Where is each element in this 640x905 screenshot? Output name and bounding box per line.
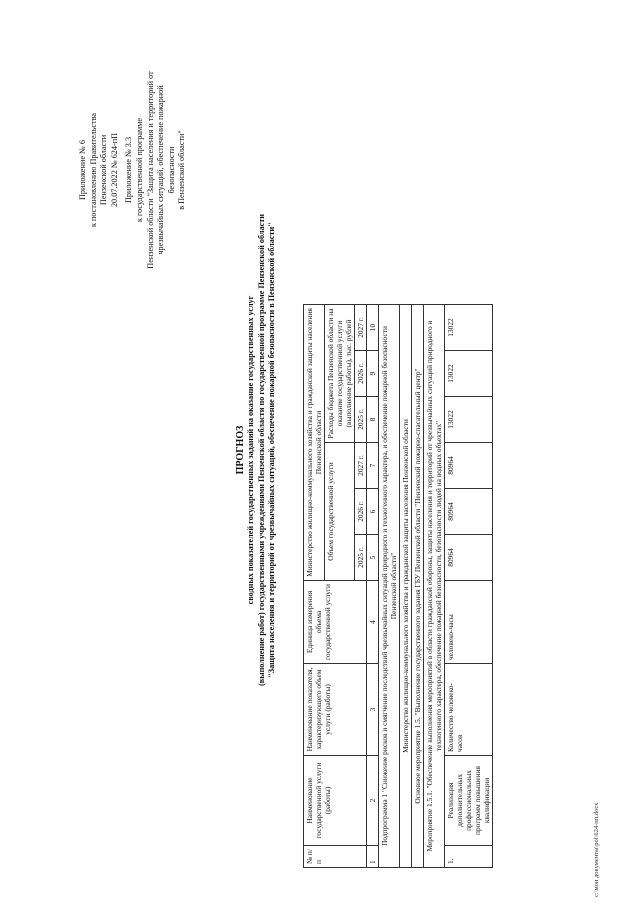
appendix-line: в Пензенской области": [177, 130, 187, 210]
appendix-line: Пензенской области "Защита населения и территорий от: [145, 71, 155, 269]
header-unit: Единица измерения объема государственной услуги: [304, 581, 367, 664]
forecast-table: [303, 304, 493, 868]
basic-event-row: Основное мероприятие 1.5. "Выполнение государственного задания ГБУ Пензенской области "Пензенский пожарно-спасательный центр": [412, 305, 424, 868]
col-number: 9: [367, 351, 379, 397]
title-line: сводных показателей государственных заданий на оказание государственных услуг: [246, 295, 256, 605]
header-year: 2026 г.: [355, 489, 367, 535]
header-num: № п/п: [304, 846, 367, 868]
header-year: 2025 г.: [355, 397, 367, 443]
ministry-row: Министерство жилищно-коммунального хозяйства и гражданской защиты населения Пензенской области: [400, 305, 412, 868]
col-number: 3: [367, 664, 379, 756]
header-year: 2026 г.: [355, 351, 367, 397]
row-expense-2027: 13022: [445, 305, 493, 351]
col-number: 10: [367, 305, 379, 351]
header-ministry: Министерство жилищно-коммунального хозяйства и гражданской защиты населения Пензенской области: [304, 305, 325, 581]
document-title: [236, 155, 278, 745]
header-year: 2027 г.: [355, 305, 367, 351]
col-number: 5: [367, 535, 379, 581]
title-line: (выполнение работ) государственными учреждениями Пензенской области по государственной программе Пензенской области: [256, 214, 266, 686]
row-volume-2025: 80964: [445, 535, 493, 581]
header-indicator: Наименование показателя, характеризующего объем услуги (работы): [304, 664, 367, 756]
row-indicator: Количество человеко-часов: [445, 664, 493, 756]
appendix-line: к постановлению Правительства: [88, 112, 98, 228]
appendix-line: Приложение № 3.3: [124, 136, 134, 204]
appendix-line: Приложение № 6: [78, 140, 87, 200]
subprogram-row: Подпрограмма 1 "Снижение рисков и смягчение последствий чрезвычайных ситуаций природного и техногенного характера, и обеспечение пожарной безопасности Пензенской области": [379, 305, 400, 868]
title-heading: ПРОГНОЗ: [235, 425, 246, 475]
header-expenses: Расходы бюджета Пензенской области на оказание государственной услуги (выполнение работы), тыс. рублей: [325, 305, 355, 443]
col-number: 6: [367, 489, 379, 535]
title-line: "Защита населения и территорий от чрезвычайных ситуаций, обеспечение пожарной безопасности в Пензенской области": [267, 222, 277, 678]
appendix-line: чрезвычайных ситуаций, обеспечение пожарной: [156, 85, 166, 255]
col-number: 4: [367, 581, 379, 664]
event-row: Мероприятие 1.5.1. "Обеспечение выполнения мероприятий в области гражданской обороны, защиты населения и территорий от чрезвычайных ситуаций природного и техногенного характера, обеспечение пожарной безопасности, безопасности людей на водных объектах": [424, 305, 445, 868]
row-volume-2026: 80964: [445, 489, 493, 535]
header-service: Наименование государственной услуги (работы): [304, 756, 367, 846]
header-year: 2025 г.: [355, 535, 367, 581]
row-unit: человеко-часы: [445, 581, 493, 664]
appendix-line: к государственной программе: [134, 117, 144, 223]
col-number: 7: [367, 443, 379, 489]
file-path-footer: c:\мои документы\pol\624-пп.docx: [593, 802, 600, 897]
row-num: 1.: [445, 846, 493, 868]
appendix-line: безопасности: [166, 146, 176, 194]
appendix-line: Пензенской области: [99, 134, 109, 206]
header-year: 2027 г.: [355, 443, 367, 489]
appendix-line: 20.07.2022 № 624-пП: [109, 132, 119, 208]
col-number: 2: [367, 756, 379, 846]
appendix-block: [78, 55, 188, 285]
row-volume-2027: 80964: [445, 443, 493, 489]
row-service: Реализация дополнительных профессиональных программ повышения квалификации: [445, 756, 493, 846]
col-number: 1: [367, 846, 379, 868]
table-row: [445, 305, 493, 868]
row-expense-2026: 13022: [445, 351, 493, 397]
header-volume: Объем государственной услуги: [325, 443, 355, 581]
col-number: 8: [367, 397, 379, 443]
row-expense-2025: 13022: [445, 397, 493, 443]
